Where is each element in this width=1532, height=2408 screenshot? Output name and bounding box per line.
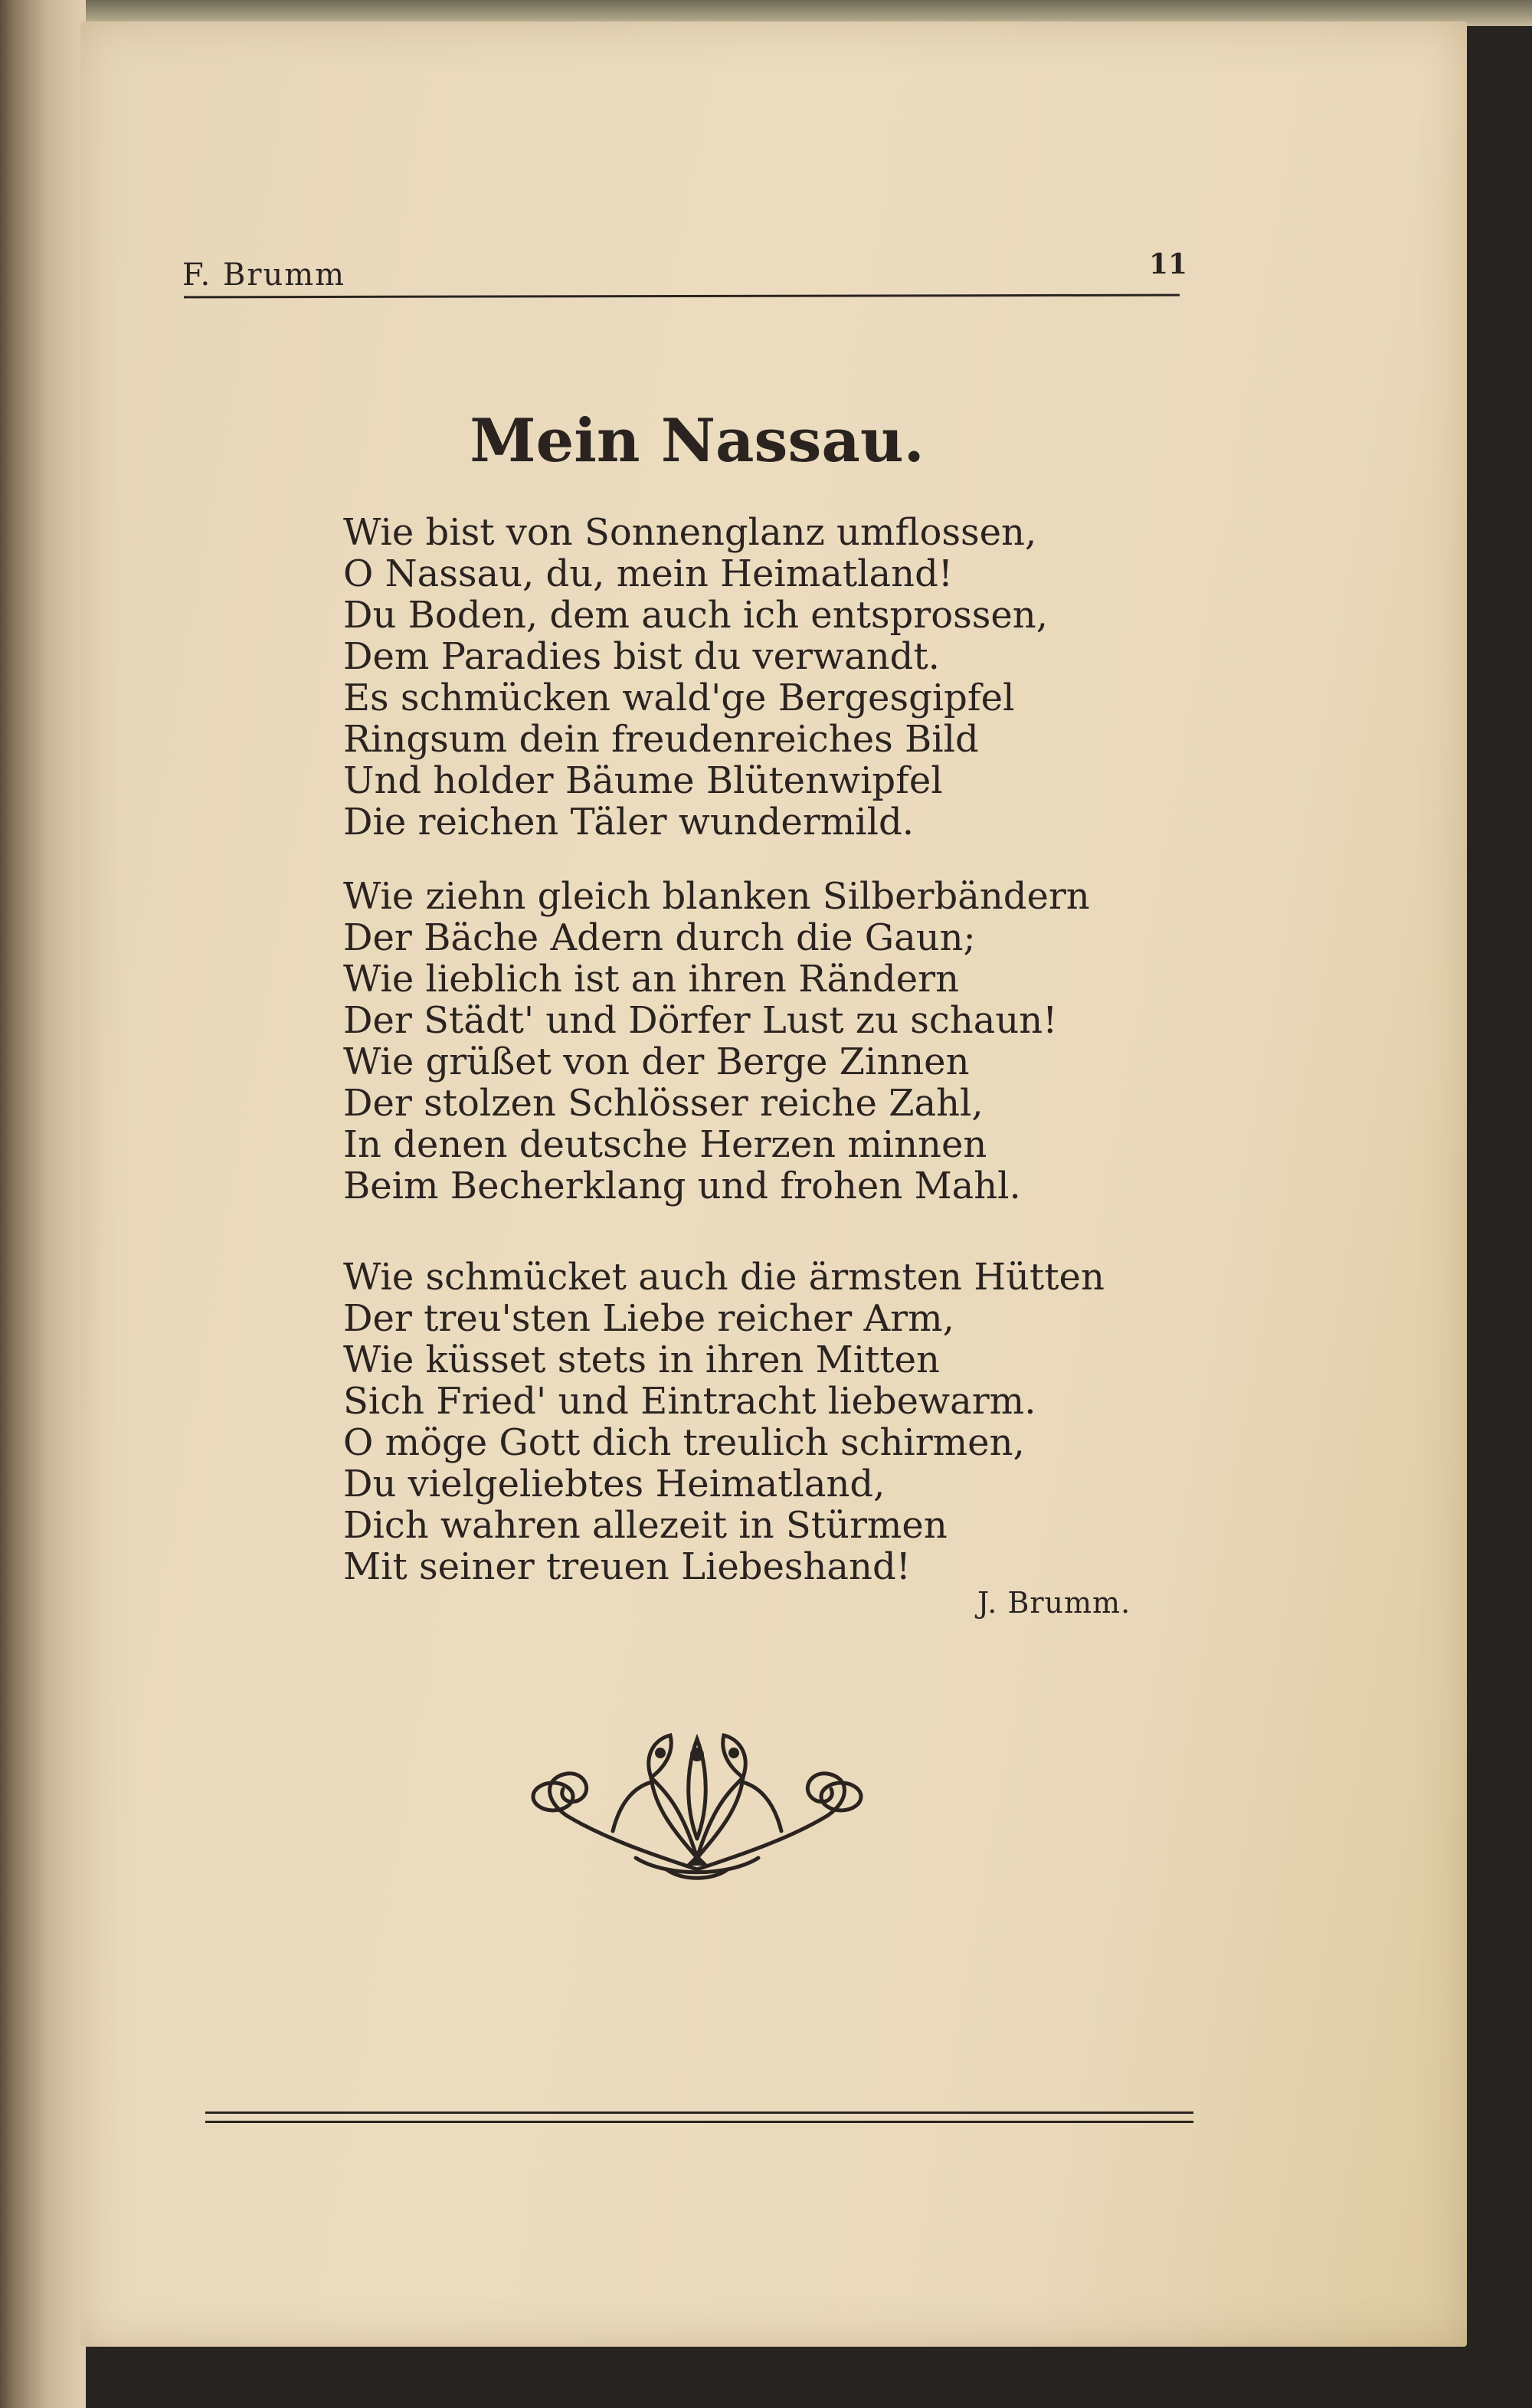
footer-rule [205, 2112, 1193, 2114]
page-number: 11 [1149, 248, 1188, 280]
poem-line: Wie ziehn gleich blanken Silberbändern [343, 875, 1090, 918]
poem-line: Ringsum dein freudenreiches Bild [343, 718, 979, 761]
poem-line: In denen deutsche Herzen minnen [343, 1123, 987, 1166]
poem-line: O Nassau, du, mein Heimatland! [343, 552, 954, 595]
poem-line: Sich Fried' und Eintracht liebewarm. [343, 1380, 1036, 1423]
stanza [343, 1256, 1186, 1587]
poem-line: Mit seiner treuen Liebeshand! [343, 1545, 911, 1588]
poem-line: Die reichen Täler wundermild. [343, 801, 914, 844]
poem-line: O möge Gott dich treulich schirmen, [343, 1421, 1025, 1464]
poem-line: Der stolzen Schlösser reiche Zahl, [343, 1082, 984, 1125]
poem-line: Dem Paradies bist du verwandt. [343, 635, 940, 678]
poem-line: Wie lieblich ist an ihren Rändern [343, 958, 959, 1001]
poem-line: Der treu'sten Liebe reicher Arm, [343, 1297, 954, 1340]
stanza [343, 876, 1186, 1207]
poem-line: Du Boden, dem auch ich entsprossen, [343, 594, 1048, 637]
poem-line: Wie schmücket auch die ärmsten Hütten [343, 1256, 1105, 1299]
book-binding [0, 0, 86, 2408]
footer-rule [205, 2121, 1193, 2123]
poem-signature: J. Brumm. [977, 1586, 1131, 1620]
poem-line: Wie grüßet von der Berge Zinnen [343, 1040, 970, 1083]
stanza [343, 512, 1186, 843]
running-head-author: F. Brumm [182, 257, 346, 293]
poem-line: Wie bist von Sonnenglanz umflossen, [343, 511, 1037, 554]
poem-line: Der Städt' und Dörfer Lust zu schaun! [343, 999, 1058, 1042]
poem-line: Es schmücken wald'ge Bergesgipfel [343, 677, 1015, 719]
poem-line: Und holder Bäume Blütenwipfel [343, 759, 943, 802]
poem-line: Beim Becherklang und frohen Mahl. [343, 1165, 1021, 1207]
poem-line: Wie küsset stets in ihren Mitten [343, 1338, 940, 1381]
poem-line: Du vielgeliebtes Heimatland, [343, 1463, 885, 1505]
poem-line: Dich wahren allezeit in Stürmen [343, 1504, 948, 1547]
poem-title: Mein Nassau. [470, 406, 925, 476]
floral-tulip-vignette-icon [521, 1724, 873, 1885]
poem-line: Der Bäche Adern durch die Gaun; [343, 916, 976, 959]
